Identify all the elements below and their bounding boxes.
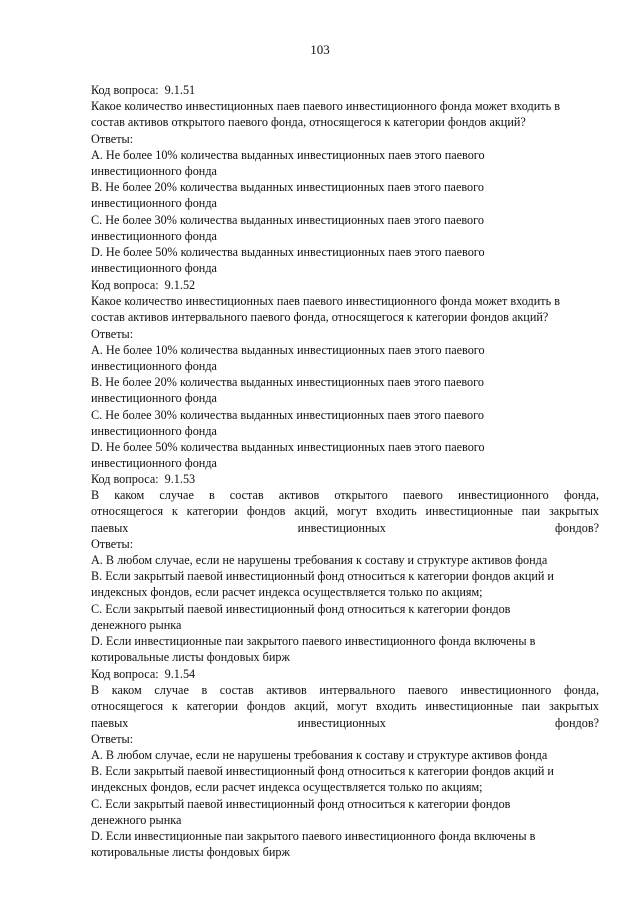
answer-option-c: C. Если закрытый паевой инвестиционный фонд относиться к категории фондов xyxy=(91,796,511,811)
question-code-label: Код вопроса: xyxy=(91,83,159,97)
answer-option-c: C. Не более 30% количества выданных инвестиционных паев этого паевого xyxy=(91,407,484,422)
answer-option-d-continued: инвестиционного фонда xyxy=(91,456,217,471)
answer-option-c-continued: денежного рынка xyxy=(91,617,182,632)
question-code-label: Код вопроса: xyxy=(91,278,159,292)
question-code: 9.1.51 xyxy=(164,83,196,97)
answer-option-d: D. Если инвестиционные паи закрытого паевого инвестиционного фонда включены в xyxy=(91,829,536,844)
question-block xyxy=(91,82,599,276)
question-code-line xyxy=(91,471,599,487)
answer-option-b: B. Если закрытый паевой инвестиционный фонд относиться к категории фондов акций и xyxy=(91,764,554,779)
answer-option-b-continued: инвестиционного фонда xyxy=(91,391,217,406)
question-code-label: Код вопроса: xyxy=(91,472,159,486)
answers-label: Ответы: xyxy=(91,731,134,746)
question-text-line: состав активов открытого паевого фонда, относящегося к категории фондов акций? xyxy=(91,115,526,130)
question-text-line: паевых инвестиционных фондов? xyxy=(91,520,599,535)
question-text-line: Какое количество инвестиционных паев паевого инвестиционного фонда может входить в xyxy=(91,99,560,114)
answers-label: Ответы: xyxy=(91,326,134,341)
answers-label: Ответы: xyxy=(91,536,134,551)
answer-option-b: B. Не более 20% количества выданных инвестиционных паев этого паевого xyxy=(91,180,484,195)
answers-label: Ответы: xyxy=(91,131,134,146)
answer-option-d: D. Если инвестиционные паи закрытого паевого инвестиционного фонда включены в xyxy=(91,634,536,649)
question-code: 9.1.53 xyxy=(164,472,196,486)
page-number: 103 xyxy=(310,42,330,57)
answer-option-b-continued: инвестиционного фонда xyxy=(91,196,217,211)
question-block xyxy=(91,277,599,471)
question-text-line: паевых инвестиционных фондов? xyxy=(91,715,599,730)
answer-option-b: B. Не более 20% количества выданных инвестиционных паев этого паевого xyxy=(91,375,484,390)
question-text-line: состав активов интервального паевого фонда, относящегося к категории фондов акций? xyxy=(91,310,549,325)
answer-option-c: C. Если закрытый паевой инвестиционный фонд относиться к категории фондов xyxy=(91,601,511,616)
question-block xyxy=(91,471,599,665)
question-code: 9.1.54 xyxy=(164,667,196,681)
question-block xyxy=(91,666,599,860)
question-text-line: В каком случае в состав активов интервального паевого инвестиционного фонда, xyxy=(91,683,599,698)
answer-option-d: D. Не более 50% количества выданных инвестиционных паев этого паевого xyxy=(91,440,485,455)
answer-option-a-continued: инвестиционного фонда xyxy=(91,359,217,374)
answer-option-a: A. В любом случае, если не нарушены требования к составу и структуре активов фонда xyxy=(91,553,548,568)
answer-option-d-continued: котировальные листы фондовых бирж xyxy=(91,845,290,860)
answer-option-d: D. Не более 50% количества выданных инвестиционных паев этого паевого xyxy=(91,245,485,260)
answer-option-c-continued: денежного рынка xyxy=(91,812,182,827)
answer-option-b-continued: индексных фондов, если расчет индекса осуществляется только по акциям; xyxy=(91,780,483,795)
answer-option-b-continued: индексных фондов, если расчет индекса осуществляется только по акциям; xyxy=(91,585,483,600)
answer-option-a: A. В любом случае, если не нарушены требования к составу и структуре активов фонда xyxy=(91,748,548,763)
question-code: 9.1.52 xyxy=(164,278,196,292)
answer-option-b: B. Если закрытый паевой инвестиционный фонд относиться к категории фондов акций и xyxy=(91,569,554,584)
answer-option-a: A. Не более 10% количества выданных инвестиционных паев этого паевого xyxy=(91,342,485,357)
question-text-line: относящегося к категории фондов акций, могут входить инвестиционные паи закрытых xyxy=(91,504,599,519)
answer-option-c: C. Не более 30% количества выданных инвестиционных паев этого паевого xyxy=(91,212,484,227)
answer-option-a-continued: инвестиционного фонда xyxy=(91,164,217,179)
answer-option-d-continued: котировальные листы фондовых бирж xyxy=(91,650,290,665)
answer-option-a: A. Не более 10% количества выданных инвестиционных паев этого паевого xyxy=(91,147,485,162)
question-text-line: Какое количество инвестиционных паев паевого инвестиционного фонда может входить в xyxy=(91,294,560,309)
question-code-label: Код вопроса: xyxy=(91,667,159,681)
question-code-line xyxy=(91,82,599,98)
answer-option-c-continued: инвестиционного фонда xyxy=(91,423,217,438)
question-code-line xyxy=(91,666,599,682)
question-text-line: В каком случае в состав активов открытого паевого инвестиционного фонда, xyxy=(91,488,599,503)
answer-option-d-continued: инвестиционного фонда xyxy=(91,261,217,276)
question-text-line: относящегося к категории фондов акций, могут входить инвестиционные паи закрытых xyxy=(91,699,599,714)
question-code-line xyxy=(91,277,599,293)
answer-option-c-continued: инвестиционного фонда xyxy=(91,228,217,243)
